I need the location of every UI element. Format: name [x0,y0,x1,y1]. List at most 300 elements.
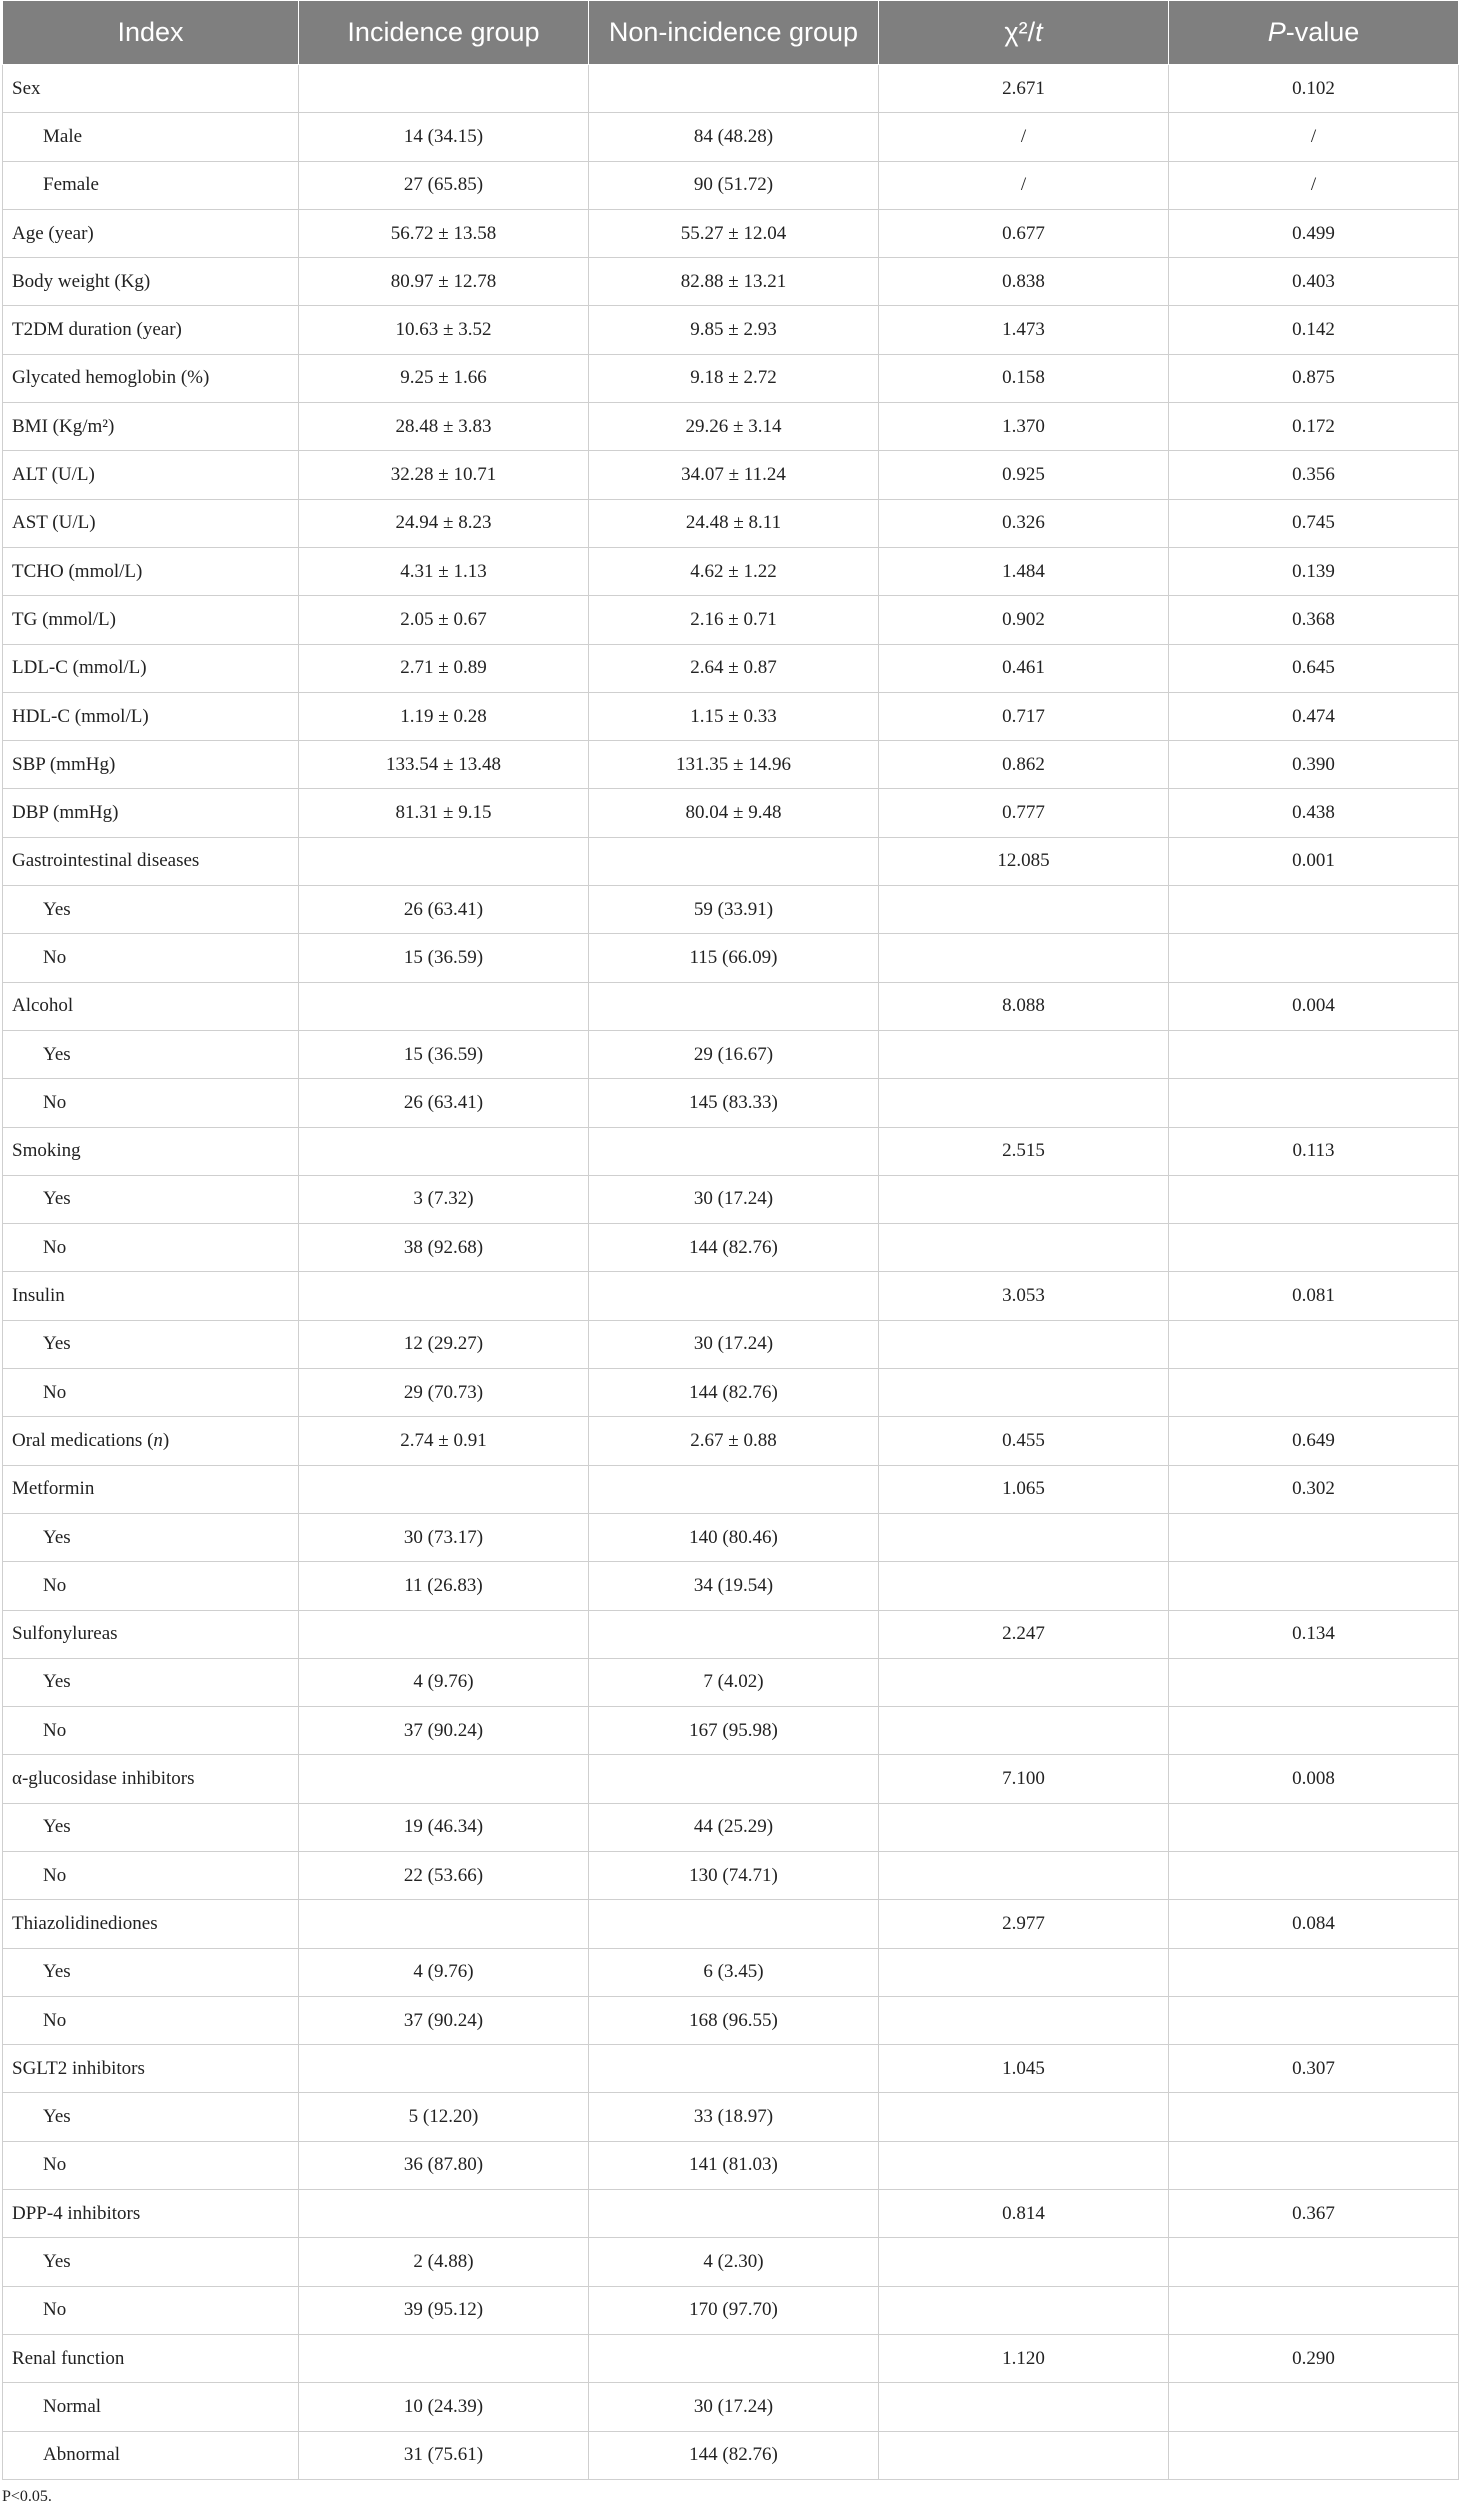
table-row [3,1272,1459,1320]
table-row [3,1948,1459,1996]
table-row [3,2238,1459,2286]
row-label: AST (U/L) [3,499,299,547]
p-value: 0.290 [1169,2334,1459,2382]
incidence-value [299,982,589,1030]
statistic-value: 0.838 [879,258,1169,306]
non-incidence-value [589,1272,879,1320]
table-row [3,1127,1459,1175]
incidence-value: 81.31 ± 9.15 [299,789,589,837]
incidence-value [299,1272,589,1320]
p-value: 0.172 [1169,403,1459,451]
non-incidence-value [589,2045,879,2093]
p-value: 0.134 [1169,1610,1459,1658]
non-incidence-value: 167 (95.98) [589,1707,879,1755]
incidence-value: 11 (26.83) [299,1562,589,1610]
table-row [3,982,1459,1030]
p-value: 0.004 [1169,982,1459,1030]
p-value: 0.390 [1169,741,1459,789]
non-incidence-value: 6 (3.45) [589,1948,879,1996]
table-container [2,0,1458,2480]
statistic-value [879,1803,1169,1851]
incidence-value [299,1127,589,1175]
incidence-value: 9.25 ± 1.66 [299,354,589,402]
statistic-value [879,1079,1169,1127]
table-row [3,2383,1459,2431]
non-incidence-value: 170 (97.70) [589,2286,879,2334]
row-label: Yes [3,2238,299,2286]
non-incidence-value: 145 (83.33) [589,1079,879,1127]
statistic-value [879,2383,1169,2431]
non-incidence-value [589,1465,879,1513]
statistic-value: / [879,161,1169,209]
row-label: α-glucosidase inhibitors [3,1755,299,1803]
incidence-value: 2.05 ± 0.67 [299,596,589,644]
statistic-value: 1.473 [879,306,1169,354]
p-value [1169,2286,1459,2334]
incidence-value: 32.28 ± 10.71 [299,451,589,499]
incidence-value: 22 (53.66) [299,1851,589,1899]
non-incidence-value: 144 (82.76) [589,1369,879,1417]
p-value [1169,1996,1459,2044]
p-value [1169,1224,1459,1272]
table-row [3,1175,1459,1223]
table-row [3,1562,1459,1610]
non-incidence-value: 9.18 ± 2.72 [589,354,879,402]
non-incidence-value [589,982,879,1030]
row-label: No [3,1224,299,1272]
header-row [3,1,1459,65]
table-row [3,1513,1459,1561]
p-value [1169,2431,1459,2479]
table-row [3,2141,1459,2189]
row-label: No [3,2286,299,2334]
statistic-value: 1.370 [879,403,1169,451]
non-incidence-value: 9.85 ± 2.93 [589,306,879,354]
row-label: TG (mmol/L) [3,596,299,644]
statistic-value [879,1948,1169,1996]
incidence-value: 15 (36.59) [299,934,589,982]
incidence-value: 28.48 ± 3.83 [299,403,589,451]
statistic-value [879,1175,1169,1223]
non-incidence-value [589,2334,879,2382]
row-label: Insulin [3,1272,299,1320]
row-label: No [3,1562,299,1610]
p-value [1169,2238,1459,2286]
row-label: Smoking [3,1127,299,1175]
row-label: ALT (U/L) [3,451,299,499]
table-row [3,2334,1459,2382]
table-row [3,2093,1459,2141]
p-value: 0.113 [1169,1127,1459,1175]
table-row [3,1755,1459,1803]
statistic-value: 1.120 [879,2334,1169,2382]
row-label: Yes [3,1030,299,1078]
statistic-value [879,2238,1169,2286]
non-incidence-value: 4 (2.30) [589,2238,879,2286]
statistic-value [879,934,1169,982]
incidence-value: 15 (36.59) [299,1030,589,1078]
p-value [1169,1320,1459,1368]
non-incidence-value: 34 (19.54) [589,1562,879,1610]
statistic-value: / [879,113,1169,161]
p-value: 0.081 [1169,1272,1459,1320]
non-incidence-value: 30 (17.24) [589,1320,879,1368]
non-incidence-value: 29.26 ± 3.14 [589,403,879,451]
incidence-value: 19 (46.34) [299,1803,589,1851]
p-value [1169,1079,1459,1127]
row-label: No [3,1851,299,1899]
table-row [3,2190,1459,2238]
statistic-value [879,2141,1169,2189]
table-row [3,65,1459,113]
p-value [1169,2383,1459,2431]
statistic-value: 12.085 [879,837,1169,885]
p-value: / [1169,161,1459,209]
p-value [1169,1658,1459,1706]
p-value: 0.649 [1169,1417,1459,1465]
p-value [1169,1513,1459,1561]
statistic-value: 0.158 [879,354,1169,402]
table-row [3,1417,1459,1465]
incidence-value: 30 (73.17) [299,1513,589,1561]
statistic-value: 0.717 [879,692,1169,740]
table-row [3,1079,1459,1127]
table-row [3,741,1459,789]
incidence-value [299,1610,589,1658]
statistic-value: 7.100 [879,1755,1169,1803]
statistic-value: 2.977 [879,1900,1169,1948]
non-incidence-value: 144 (82.76) [589,1224,879,1272]
row-label: Yes [3,1513,299,1561]
non-incidence-value: 115 (66.09) [589,934,879,982]
statistic-value: 0.455 [879,1417,1169,1465]
incidence-value: 36 (87.80) [299,2141,589,2189]
non-incidence-value: 168 (96.55) [589,1996,879,2044]
incidence-value: 1.19 ± 0.28 [299,692,589,740]
p-value [1169,1175,1459,1223]
non-incidence-value [589,1610,879,1658]
p-value: 0.001 [1169,837,1459,885]
incidence-value: 56.72 ± 13.58 [299,209,589,257]
statistic-value: 1.045 [879,2045,1169,2093]
table-row [3,2045,1459,2093]
row-label: HDL-C (mmol/L) [3,692,299,740]
row-label: Yes [3,1658,299,1706]
statistic-value [879,1707,1169,1755]
p-value: 0.474 [1169,692,1459,740]
incidence-value: 5 (12.20) [299,2093,589,2141]
p-value: 0.645 [1169,644,1459,692]
statistic-value [879,2286,1169,2334]
statistic-value: 0.677 [879,209,1169,257]
non-incidence-value: 82.88 ± 13.21 [589,258,879,306]
table-row [3,837,1459,885]
p-value [1169,2141,1459,2189]
row-label: Oral medications (n) [3,1417,299,1465]
statistic-value: 0.862 [879,741,1169,789]
incidence-value: 37 (90.24) [299,1707,589,1755]
non-incidence-value: 141 (81.03) [589,2141,879,2189]
non-incidence-value [589,1755,879,1803]
statistic-value [879,886,1169,934]
statistic-value: 1.484 [879,547,1169,595]
row-label: Alcohol [3,982,299,1030]
statistic-value: 0.902 [879,596,1169,644]
table-row [3,1030,1459,1078]
row-label: DBP (mmHg) [3,789,299,837]
incidence-value [299,1755,589,1803]
incidence-value [299,2190,589,2238]
row-label: Yes [3,1803,299,1851]
p-value: 0.356 [1169,451,1459,499]
non-incidence-value: 55.27 ± 12.04 [589,209,879,257]
incidence-value: 38 (92.68) [299,1224,589,1272]
row-label: LDL-C (mmol/L) [3,644,299,692]
table-footnote: P<0.05. [2,2488,52,2505]
incidence-value: 26 (63.41) [299,886,589,934]
statistic-value: 1.065 [879,1465,1169,1513]
table-row [3,1707,1459,1755]
table-row [3,113,1459,161]
table-row [3,886,1459,934]
row-label: TCHO (mmol/L) [3,547,299,595]
incidence-value: 10.63 ± 3.52 [299,306,589,354]
p-value: 0.139 [1169,547,1459,595]
non-incidence-value [589,837,879,885]
row-label: Yes [3,1948,299,1996]
table-row [3,1369,1459,1417]
row-label: SGLT2 inhibitors [3,2045,299,2093]
non-incidence-value: 4.62 ± 1.22 [589,547,879,595]
table-row [3,596,1459,644]
table-row [3,1320,1459,1368]
p-value [1169,1803,1459,1851]
table-row [3,1610,1459,1658]
statistic-value [879,1369,1169,1417]
p-value: 0.142 [1169,306,1459,354]
table-row [3,2286,1459,2334]
statistic-value [879,1562,1169,1610]
statistic-value: 0.326 [879,499,1169,547]
statistic-value [879,1658,1169,1706]
row-label: Female [3,161,299,209]
p-value [1169,2093,1459,2141]
p-value: 0.499 [1169,209,1459,257]
row-label: No [3,934,299,982]
statistic-value: 0.777 [879,789,1169,837]
row-label: Yes [3,886,299,934]
p-value [1169,1948,1459,1996]
p-value: 0.368 [1169,596,1459,644]
p-value: 0.307 [1169,2045,1459,2093]
p-value [1169,1707,1459,1755]
row-label: No [3,1707,299,1755]
statistic-value [879,1030,1169,1078]
non-incidence-value [589,1127,879,1175]
incidence-value: 4 (9.76) [299,1948,589,1996]
incidence-value [299,837,589,885]
incidence-value: 4.31 ± 1.13 [299,547,589,595]
non-incidence-value: 80.04 ± 9.48 [589,789,879,837]
table-row [3,306,1459,354]
p-value: 0.403 [1169,258,1459,306]
header-p-value: P-value [1169,1,1459,65]
table-row [3,1803,1459,1851]
non-incidence-value [589,1900,879,1948]
table-row [3,934,1459,982]
row-label: Abnormal [3,2431,299,2479]
incidence-value: 80.97 ± 12.78 [299,258,589,306]
p-value [1169,1369,1459,1417]
non-incidence-value: 33 (18.97) [589,2093,879,2141]
non-incidence-value: 90 (51.72) [589,161,879,209]
table-row [3,354,1459,402]
p-value [1169,934,1459,982]
non-incidence-value: 29 (16.67) [589,1030,879,1078]
header-non-incidence-group: Non-incidence group [589,1,879,65]
row-label: BMI (Kg/m²) [3,403,299,451]
statistic-value: 0.925 [879,451,1169,499]
row-label: T2DM duration (year) [3,306,299,354]
p-value: / [1169,113,1459,161]
incidence-value: 133.54 ± 13.48 [299,741,589,789]
row-label: Sex [3,65,299,113]
row-label: Yes [3,1320,299,1368]
table-row [3,1900,1459,1948]
row-label: DPP-4 inhibitors [3,2190,299,2238]
statistic-value: 8.088 [879,982,1169,1030]
table-row [3,161,1459,209]
p-value [1169,1851,1459,1899]
statistic-value: 2.247 [879,1610,1169,1658]
p-value: 0.008 [1169,1755,1459,1803]
incidence-value: 29 (70.73) [299,1369,589,1417]
incidence-value: 2 (4.88) [299,2238,589,2286]
incidence-value: 12 (29.27) [299,1320,589,1368]
incidence-value: 4 (9.76) [299,1658,589,1706]
incidence-value: 10 (24.39) [299,2383,589,2431]
p-value [1169,1030,1459,1078]
p-value: 0.745 [1169,499,1459,547]
statistic-value [879,2431,1169,2479]
table-row [3,403,1459,451]
statistic-value [879,1851,1169,1899]
statistic-value [879,1224,1169,1272]
table-row [3,1851,1459,1899]
non-incidence-value: 140 (80.46) [589,1513,879,1561]
table-body [3,65,1459,2480]
incidence-value: 3 (7.32) [299,1175,589,1223]
statistic-value [879,1996,1169,2044]
non-incidence-value: 2.64 ± 0.87 [589,644,879,692]
row-label: Normal [3,2383,299,2431]
incidence-value: 27 (65.85) [299,161,589,209]
row-label: Age (year) [3,209,299,257]
p-value: 0.438 [1169,789,1459,837]
statistic-value: 0.461 [879,644,1169,692]
row-label: Renal function [3,2334,299,2382]
incidence-value: 26 (63.41) [299,1079,589,1127]
p-value [1169,886,1459,934]
non-incidence-value: 84 (48.28) [589,113,879,161]
statistic-value: 2.515 [879,1127,1169,1175]
non-incidence-value: 24.48 ± 8.11 [589,499,879,547]
incidence-value [299,2334,589,2382]
p-value [1169,1562,1459,1610]
statistic-value: 2.671 [879,65,1169,113]
non-incidence-value: 131.35 ± 14.96 [589,741,879,789]
non-incidence-value: 59 (33.91) [589,886,879,934]
p-value: 0.102 [1169,65,1459,113]
row-label: Male [3,113,299,161]
row-label: Yes [3,1175,299,1223]
row-label: Metformin [3,1465,299,1513]
non-incidence-value [589,2190,879,2238]
statistic-value [879,1513,1169,1561]
table-row [3,547,1459,595]
non-incidence-value: 1.15 ± 0.33 [589,692,879,740]
row-label: Thiazolidinediones [3,1900,299,1948]
row-label: No [3,1079,299,1127]
row-label: No [3,1996,299,2044]
row-label: Yes [3,2093,299,2141]
table-row [3,499,1459,547]
p-value: 0.367 [1169,2190,1459,2238]
table-row [3,644,1459,692]
incidence-value: 2.74 ± 0.91 [299,1417,589,1465]
non-incidence-value [589,65,879,113]
table-row [3,692,1459,740]
incidence-value: 39 (95.12) [299,2286,589,2334]
non-incidence-value: 7 (4.02) [589,1658,879,1706]
incidence-value [299,1900,589,1948]
header-incidence-group: Incidence group [299,1,589,65]
non-incidence-value: 130 (74.71) [589,1851,879,1899]
statistic-value: 3.053 [879,1272,1169,1320]
incidence-value [299,1465,589,1513]
p-value: 0.875 [1169,354,1459,402]
incidence-value: 14 (34.15) [299,113,589,161]
non-incidence-value: 144 (82.76) [589,2431,879,2479]
table-row [3,1224,1459,1272]
row-label: SBP (mmHg) [3,741,299,789]
table-row [3,1658,1459,1706]
row-label: Sulfonylureas [3,1610,299,1658]
statistic-value [879,1320,1169,1368]
non-incidence-value: 30 (17.24) [589,1175,879,1223]
comparison-table [2,0,1459,2480]
incidence-value [299,65,589,113]
table-row [3,209,1459,257]
table-row [3,789,1459,837]
header-index: Index [3,1,299,65]
incidence-value: 37 (90.24) [299,1996,589,2044]
row-label: No [3,1369,299,1417]
p-value: 0.302 [1169,1465,1459,1513]
row-label: No [3,2141,299,2189]
table-row [3,451,1459,499]
non-incidence-value: 44 (25.29) [589,1803,879,1851]
statistic-value [879,2093,1169,2141]
non-incidence-value: 2.67 ± 0.88 [589,1417,879,1465]
incidence-value: 31 (75.61) [299,2431,589,2479]
non-incidence-value: 2.16 ± 0.71 [589,596,879,644]
row-label: Glycated hemoglobin (%) [3,354,299,402]
statistic-value: 0.814 [879,2190,1169,2238]
table-row [3,1996,1459,2044]
row-label: Body weight (Kg) [3,258,299,306]
p-value: 0.084 [1169,1900,1459,1948]
